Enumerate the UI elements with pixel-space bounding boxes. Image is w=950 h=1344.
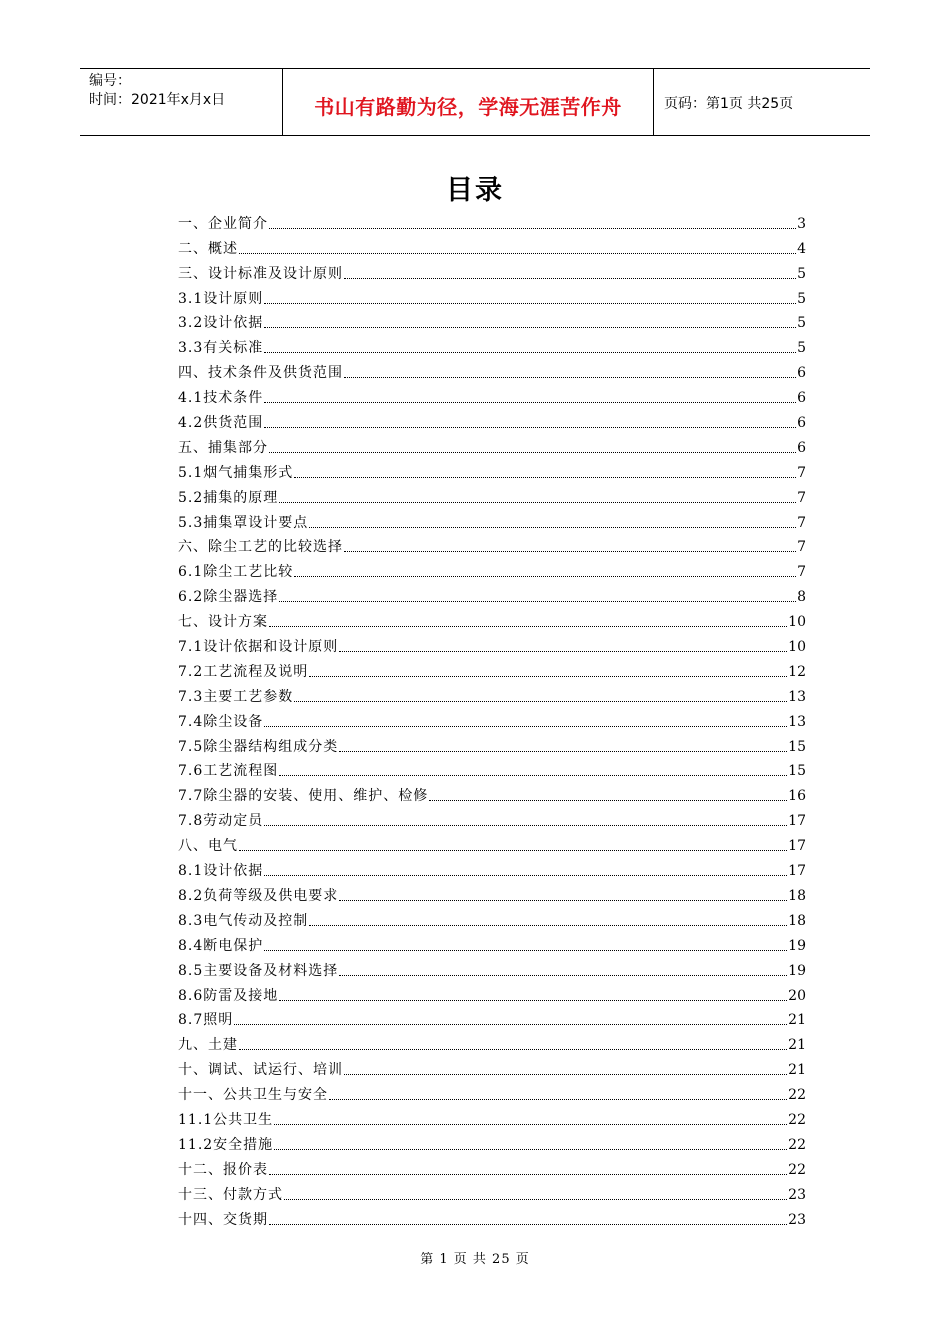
- toc-entry-label: 十四、交货期: [178, 1211, 268, 1228]
- toc-entry[interactable]: [178, 955, 806, 980]
- document-header: [80, 68, 870, 136]
- toc-leader-dots: [234, 1024, 787, 1025]
- toc-leader-dots: [264, 303, 796, 304]
- toc-entry-page: 22: [788, 1111, 806, 1128]
- toc-entry-label: 7.5除尘器结构组成分类: [178, 738, 339, 755]
- toc-entry[interactable]: [178, 208, 806, 233]
- toc-entry-page: 8: [797, 589, 806, 606]
- toc-entry[interactable]: [178, 258, 806, 283]
- toc-entry-label: 5.2捕集的原理: [178, 489, 279, 506]
- toc-entry-page: 10: [788, 614, 806, 631]
- toc-entry-label: 8.5主要设备及材料选择: [178, 962, 339, 979]
- toc-entry[interactable]: [178, 1129, 806, 1154]
- toc-entry[interactable]: [178, 432, 806, 457]
- toc-entry[interactable]: [178, 706, 806, 731]
- toc-entry-label: 十、调试、试运行、培训: [178, 1062, 343, 1079]
- toc-entry-page: 3: [797, 215, 806, 232]
- toc-leader-dots: [344, 278, 796, 279]
- toc-entry-page: 4: [797, 240, 806, 257]
- toc-leader-dots: [279, 502, 796, 503]
- toc-entry[interactable]: [178, 507, 806, 532]
- toc-entry-label: 二、概述: [178, 240, 238, 257]
- toc-leader-dots: [264, 950, 787, 951]
- toc-entry-label: 7.3主要工艺参数: [178, 688, 294, 705]
- toc-entry[interactable]: [178, 855, 806, 880]
- toc-leader-dots: [269, 626, 787, 627]
- toc-entry[interactable]: [178, 606, 806, 631]
- toc-leader-dots: [239, 850, 787, 851]
- toc-entry-label: 7.4除尘设备: [178, 713, 264, 730]
- toc-entry[interactable]: [178, 1204, 806, 1229]
- toc-entry-label: 四、技术条件及供货范围: [178, 365, 343, 382]
- toc-entry-label: 五、捕集部分: [178, 439, 268, 456]
- toc-entry-label: 11.2安全措施: [178, 1136, 274, 1153]
- toc-entry-label: 8.7照明: [178, 1012, 234, 1029]
- toc-entry[interactable]: [178, 1029, 806, 1054]
- toc-entry-page: 15: [788, 763, 806, 780]
- toc-entry-label: 8.2负荷等级及供电要求: [178, 887, 339, 904]
- toc-entry-page: 22: [788, 1087, 806, 1104]
- toc-leader-dots: [294, 701, 787, 702]
- toc-entry-page: 17: [788, 863, 806, 880]
- toc-entry-label: 十二、报价表: [178, 1161, 268, 1178]
- toc-leader-dots: [264, 825, 787, 826]
- toc-entry[interactable]: [178, 905, 806, 930]
- toc-entry-page: 22: [788, 1136, 806, 1153]
- toc-leader-dots: [269, 452, 796, 453]
- toc-entry-label: 8.3电气传动及控制: [178, 912, 309, 929]
- toc-leader-dots: [309, 527, 796, 528]
- toc-entry-page: 19: [788, 937, 806, 954]
- toc-entry-page: 5: [797, 315, 806, 332]
- header-page-info: 页码：第1页 共25页: [664, 96, 794, 112]
- toc-leader-dots: [269, 228, 796, 229]
- toc-entry[interactable]: [178, 1104, 806, 1129]
- toc-leader-dots: [339, 751, 787, 752]
- toc-entry[interactable]: [178, 980, 806, 1005]
- toc-entry-page: 6: [797, 365, 806, 382]
- toc-entry[interactable]: [178, 1179, 806, 1204]
- toc-entry[interactable]: [178, 805, 806, 830]
- toc-entry-label: 7.6工艺流程图: [178, 763, 279, 780]
- toc-leader-dots: [339, 975, 787, 976]
- toc-leader-dots: [329, 1099, 787, 1100]
- toc-entry-page: 10: [788, 639, 806, 656]
- toc-leader-dots: [274, 1149, 787, 1150]
- toc-entry[interactable]: [178, 880, 806, 905]
- toc-entry-page: 7: [797, 514, 806, 531]
- toc-entry-page: 7: [797, 489, 806, 506]
- toc-entry-page: 18: [788, 912, 806, 929]
- toc-entry-label: 8.6防雷及接地: [178, 987, 279, 1004]
- header-motto-cell: [282, 69, 654, 135]
- toc-leader-dots: [344, 1074, 787, 1075]
- toc-entry[interactable]: [178, 332, 806, 357]
- toc-entry-label: 8.1设计依据: [178, 863, 264, 880]
- toc-entry-label: 八、电气: [178, 838, 238, 855]
- toc-entry-page: 5: [797, 265, 806, 282]
- toc-entry[interactable]: [178, 1054, 806, 1079]
- toc-leader-dots: [269, 1174, 787, 1175]
- toc-entry-page: 23: [788, 1211, 806, 1228]
- toc-entry-page: 5: [797, 290, 806, 307]
- toc-entry-page: 13: [788, 688, 806, 705]
- toc-entry-label: 七、设计方案: [178, 614, 268, 631]
- toc-entry-page: 12: [788, 663, 806, 680]
- toc-entry-label: 7.8劳动定员: [178, 813, 264, 830]
- toc-leader-dots: [284, 1199, 787, 1200]
- toc-entry-label: 7.2工艺流程及说明: [178, 663, 309, 680]
- toc-entry-label: 7.1设计依据和设计原则: [178, 639, 339, 656]
- toc-leader-dots: [294, 576, 796, 577]
- toc-entry-label: 3.2设计依据: [178, 315, 264, 332]
- toc-entry-label: 十三、付款方式: [178, 1186, 283, 1203]
- toc-leader-dots: [279, 1000, 787, 1001]
- toc-entry-label: 九、土建: [178, 1037, 238, 1054]
- toc-leader-dots: [264, 327, 796, 328]
- toc-leader-dots: [429, 800, 787, 801]
- toc-leader-dots: [344, 551, 796, 552]
- toc-entry-page: 17: [788, 813, 806, 830]
- toc-entry-page: 21: [788, 1062, 806, 1079]
- toc-leader-dots: [344, 377, 796, 378]
- toc-leader-dots: [264, 726, 787, 727]
- toc-leader-dots: [239, 1049, 787, 1050]
- toc-entry-page: 13: [788, 713, 806, 730]
- toc-entry-label: 5.3捕集罩设计要点: [178, 514, 309, 531]
- toc-entry-page: 22: [788, 1161, 806, 1178]
- toc-entry-label: 三、设计标准及设计原则: [178, 265, 343, 282]
- page-title: 目录: [446, 175, 504, 206]
- toc-entry-page: 5: [797, 340, 806, 357]
- toc-entry-page: 6: [797, 415, 806, 432]
- toc-entry-page: 21: [788, 1012, 806, 1029]
- toc-entry-page: 23: [788, 1186, 806, 1203]
- time-label: 时间：2021年x月x日: [89, 92, 226, 108]
- toc-entry[interactable]: [178, 756, 806, 781]
- header-meta: [80, 69, 282, 135]
- toc-entry-label: 6.1除尘工艺比较: [178, 564, 294, 581]
- toc-entry-page: 15: [788, 738, 806, 755]
- toc-entry[interactable]: [178, 581, 806, 606]
- toc-entry-page: 6: [797, 439, 806, 456]
- toc-leader-dots: [264, 875, 787, 876]
- toc-leader-dots: [274, 1124, 787, 1125]
- number-label: 编号：: [89, 73, 131, 89]
- toc-entry[interactable]: [178, 656, 806, 681]
- toc-entry-label: 4.1技术条件: [178, 390, 264, 407]
- toc-entry-page: 6: [797, 390, 806, 407]
- toc-entry-label: 5.1烟气捕集形式: [178, 464, 294, 481]
- toc-entry-page: 18: [788, 887, 806, 904]
- table-of-contents: [178, 208, 806, 1229]
- toc-entry-label: 六、除尘工艺的比较选择: [178, 539, 343, 556]
- toc-entry-label: 一、企业简介: [178, 215, 268, 232]
- toc-leader-dots: [269, 1224, 787, 1225]
- toc-entry[interactable]: [178, 482, 806, 507]
- toc-entry-label: 8.4断电保护: [178, 937, 264, 954]
- page-footer: 第 1 页 共 25 页: [420, 1252, 530, 1267]
- toc-entry[interactable]: [178, 457, 806, 482]
- toc-entry[interactable]: [178, 308, 806, 333]
- toc-leader-dots: [339, 900, 787, 901]
- toc-entry[interactable]: [178, 631, 806, 656]
- toc-entry-page: 19: [788, 962, 806, 979]
- toc-entry-page: 7: [797, 564, 806, 581]
- toc-entry[interactable]: [178, 780, 806, 805]
- toc-entry-label: 11.1公共卫生: [178, 1111, 274, 1128]
- toc-leader-dots: [264, 402, 796, 403]
- toc-entry[interactable]: [178, 731, 806, 756]
- toc-entry[interactable]: [178, 1079, 806, 1104]
- toc-entry[interactable]: [178, 1005, 806, 1030]
- toc-leader-dots: [279, 601, 796, 602]
- toc-leader-dots: [339, 651, 787, 652]
- toc-entry-label: 3.1设计原则: [178, 290, 264, 307]
- toc-entry[interactable]: [178, 556, 806, 581]
- toc-entry-page: 16: [788, 788, 806, 805]
- toc-leader-dots: [309, 676, 787, 677]
- toc-leader-dots: [279, 775, 787, 776]
- toc-leader-dots: [264, 352, 796, 353]
- toc-entry[interactable]: [178, 1154, 806, 1179]
- toc-entry[interactable]: [178, 532, 806, 557]
- toc-leader-dots: [294, 477, 796, 478]
- toc-entry-label: 6.2除尘器选择: [178, 589, 279, 606]
- toc-entry[interactable]: [178, 283, 806, 308]
- toc-entry-page: 7: [797, 464, 806, 481]
- toc-entry-page: 21: [788, 1037, 806, 1054]
- toc-leader-dots: [264, 427, 796, 428]
- toc-entry-label: 3.3有关标准: [178, 340, 264, 357]
- toc-entry[interactable]: [178, 830, 806, 855]
- toc-entry[interactable]: [178, 233, 806, 258]
- header-motto: 书山有路勤为径，学海无涯苦作舟: [314, 94, 622, 119]
- toc-entry-label: 4.2供货范围: [178, 415, 264, 432]
- toc-entry-page: 17: [788, 838, 806, 855]
- toc-entry[interactable]: [178, 357, 806, 382]
- toc-entry[interactable]: [178, 681, 806, 706]
- toc-entry-page: 20: [788, 987, 806, 1004]
- toc-leader-dots: [309, 925, 787, 926]
- toc-entry-label: 十一、公共卫生与安全: [178, 1087, 328, 1104]
- toc-entry-page: 7: [797, 539, 806, 556]
- toc-entry[interactable]: [178, 382, 806, 407]
- toc-entry[interactable]: [178, 407, 806, 432]
- toc-entry[interactable]: [178, 930, 806, 955]
- toc-entry-label: 7.7除尘器的安装、使用、维护、检修: [178, 788, 429, 805]
- toc-leader-dots: [239, 253, 796, 254]
